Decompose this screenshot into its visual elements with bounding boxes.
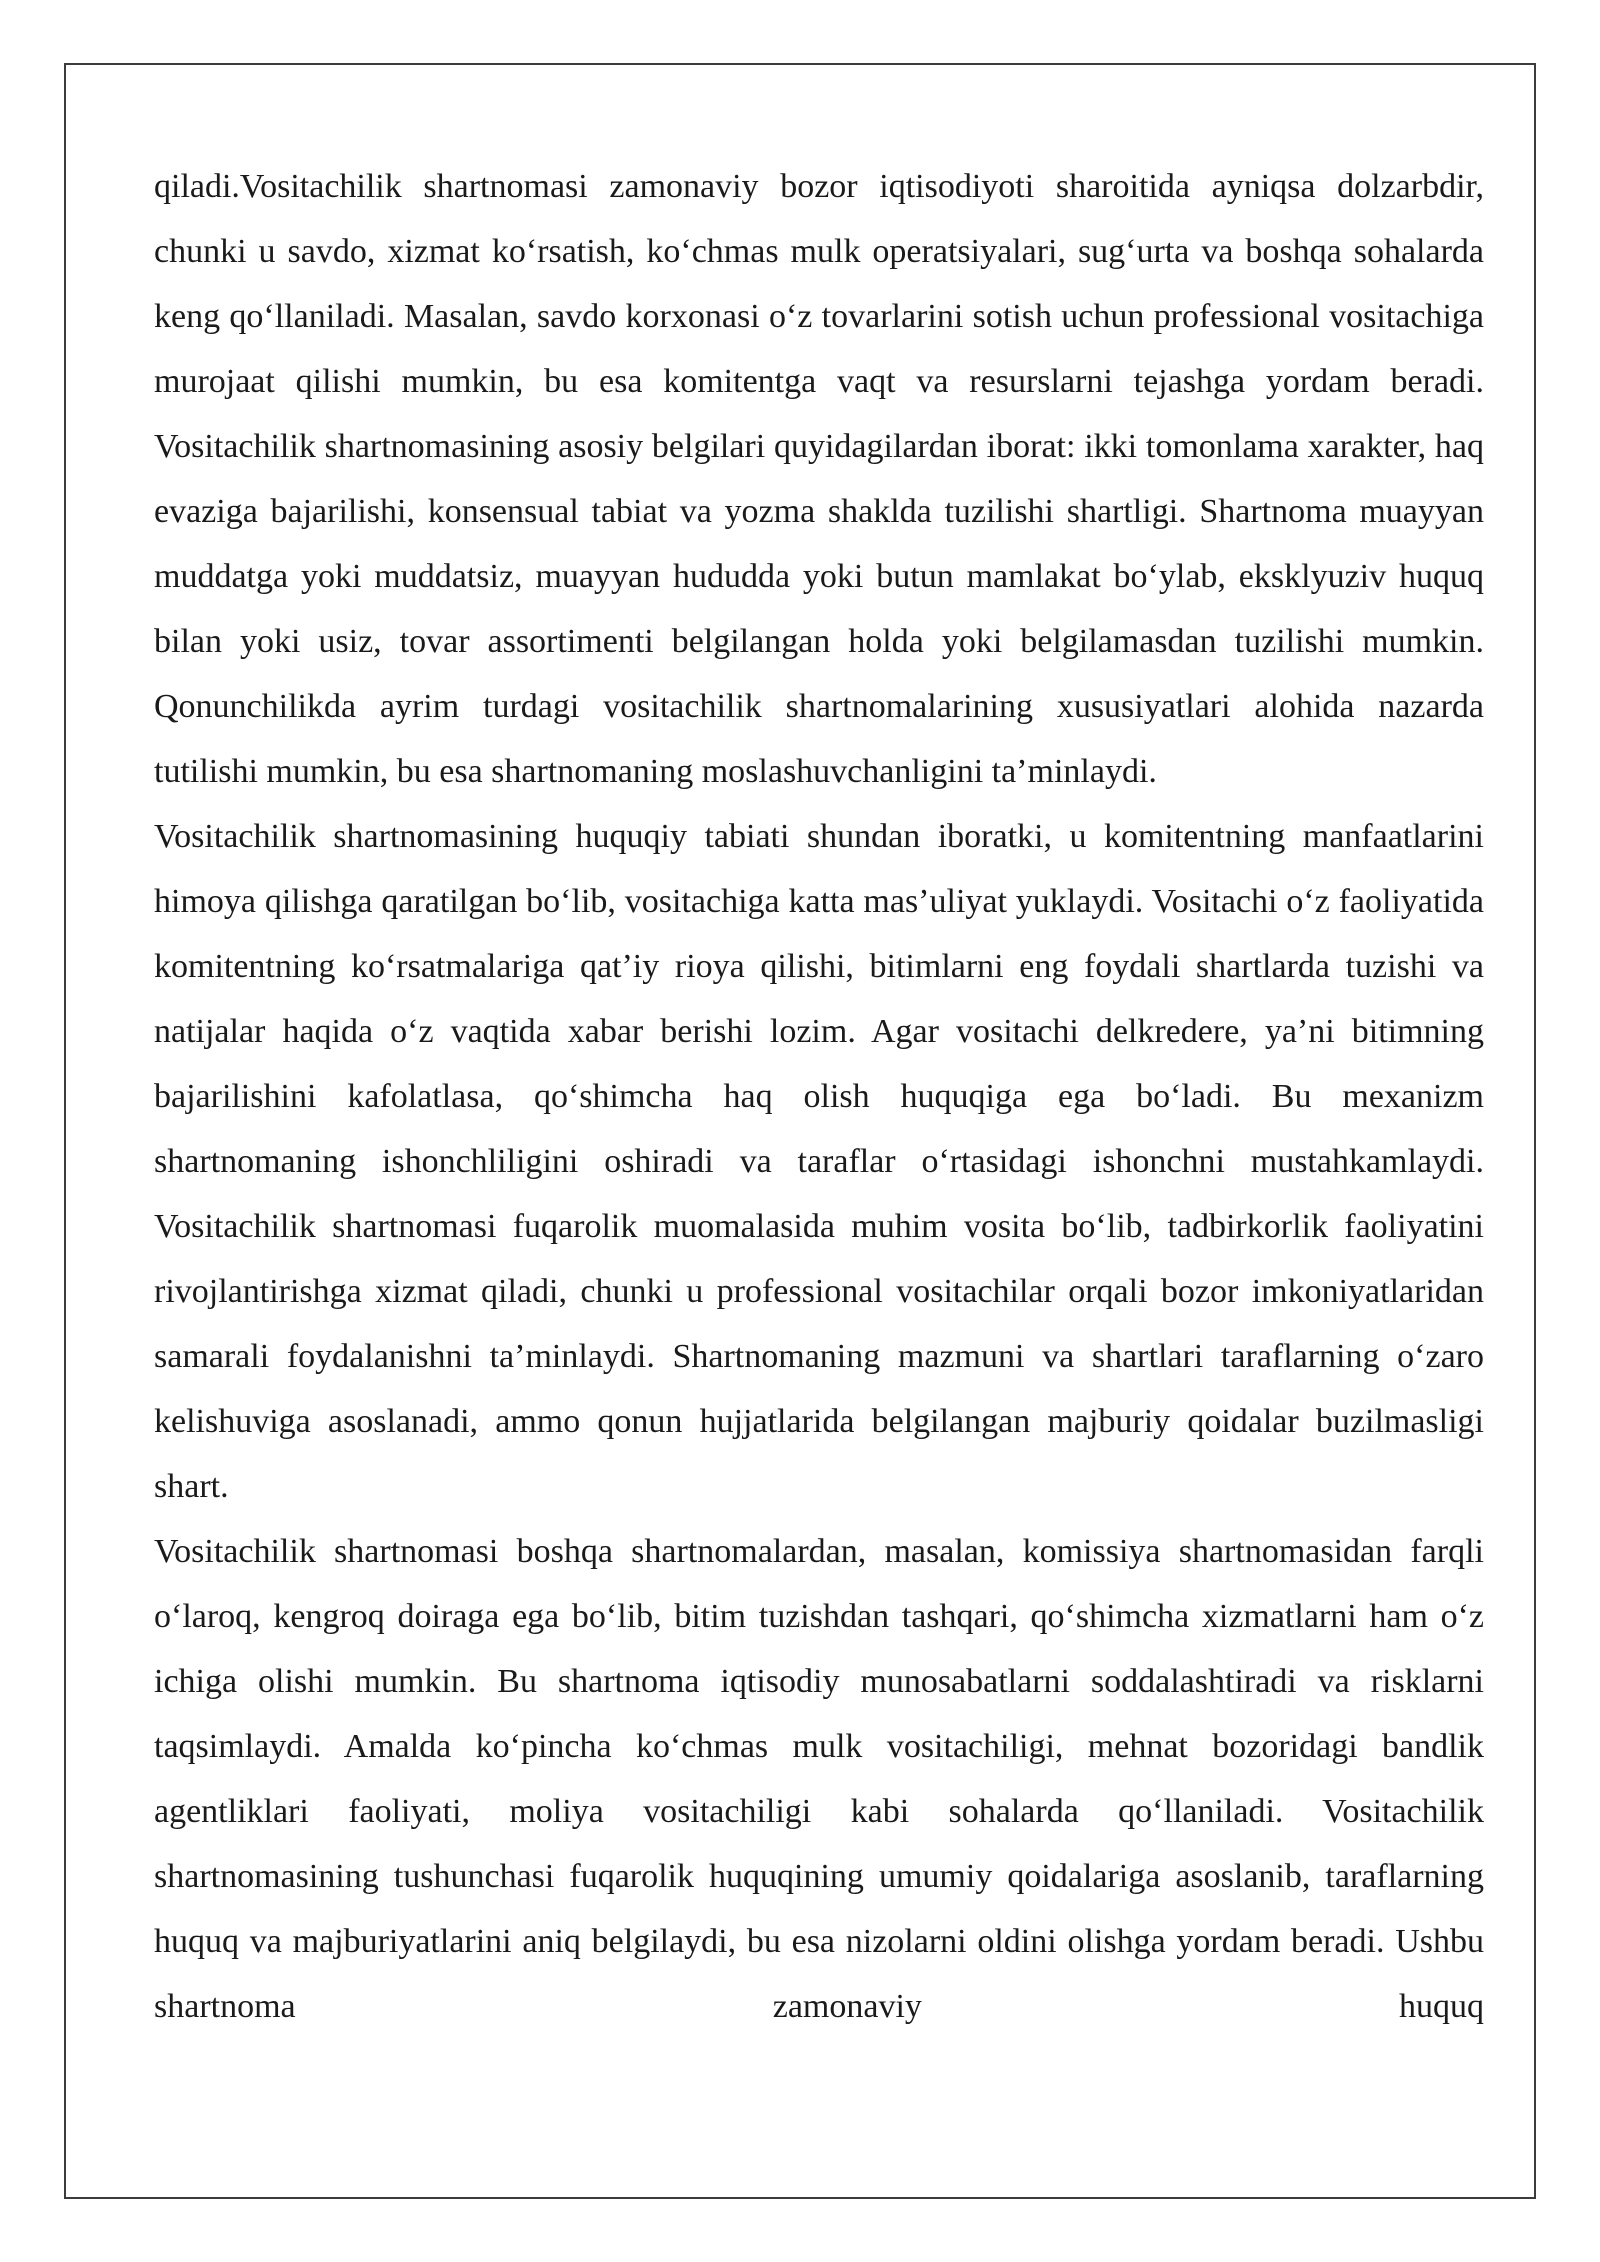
paragraph-2: Vositachilik shartnomasining huquqiy tabiati shundan iboratki, u komitentning manfaatlarini himoya qilishga qaratilgan bo‘lib, vositachiga katta mas’uliyat yuklaydi. Vositachi o‘z faoliyatida komitentning ko‘rsatmalariga qat’iy rioya qilishi, bitimlarni eng foydali shartlarda tuzishi va natijalar haqida o‘z vaqtida xabar berishi lozim. Agar vositachi delkredere, ya’ni bitimning bajarilishini kafolatlasa, qo‘shimcha haq olish huquqiga ega bo‘ladi. Bu mexanizm shartnomaning ishonchliligini oshiradi va taraflar o‘rtasidagi ishonchni mustahkamlaydi. Vositachilik shartnomasi fuqarolik muomalasida muhim vosita bo‘lib, tadbirkorlik faoliyatini rivojlantirishga xizmat qiladi, chunki u professional vositachilar orqali bozor imkoniyatlaridan samarali foydalanishni ta’minlaydi. Shartnomaning mazmuni va shartlari taraflarning o‘zaro kelishuviga asoslanadi, ammo qonun hujjatlarida belgilangan majburiy qoidalar buzilmasligi shart. bbox=[154, 818, 1484, 1505]
paragraph-1: qiladi.Vositachilik shartnomasi zamonaviy bozor iqtisodiyoti sharoitida ayniqsa dolzarbdir, chunki u savdo, xizmat ko‘rsatish, ko‘chmas mulk operatsiyalari, sug‘urta va boshqa sohalarda keng qo‘llaniladi. Masalan, savdo korxonasi o‘z tovarlarini sotish uchun professional vositachiga murojaat qilishi mumkin, bu esa komitentga vaqt va resurslarni tejashga yordam beradi. Vositachilik shartnomasining asosiy belgilari quyidagilardan iborat: ikki tomonlama xarakter, haq evaziga bajarilishi, konsensual tabiat va yozma shaklda tuzilishi shartligi. Shartnoma muayyan muddatga yoki muddatsiz, muayyan hududda yoki butun mamlakat bo‘ylab, eksklyuziv huquq bilan yoki usiz, tovar assortimenti belgilangan holda yoki belgilamasdan tuzilishi mumkin. Qonunchilikda ayrim turdagi vositachilik shartnomalarining xususiyatlari alohida nazarda tutilishi mumkin, bu esa shartnomaning moslashuvchanligini ta’minlaydi. bbox=[154, 168, 1484, 790]
document-body bbox=[154, 154, 1484, 2039]
paragraph-3: Vositachilik shartnomasi boshqa shartnomalardan, masalan, komissiya shartnomasidan farqli o‘laroq, kengroq doiraga ega bo‘lib, bitim tuzishdan tashqari, qo‘shimcha xizmatlarni ham o‘z ichiga olishi mumkin. Bu shartnoma iqtisodiy munosabatlarni soddalashtiradi va risklarni taqsimlaydi. Amalda ko‘pincha ko‘chmas mulk vositachiligi, mehnat bozoridagi bandlik agentliklari faoliyati, moliya vositachiligi kabi sohalarda qo‘llaniladi. Vositachilik shartnomasining tushunchasi fuqarolik huquqining umumiy qoidalariga asoslanib, taraflarning huquq va majburiyatlarini aniq belgilaydi, bu esa nizolarni oldini olishga yordam beradi. Ushbu shartnoma zamonaviy huquq bbox=[154, 1533, 1484, 2025]
